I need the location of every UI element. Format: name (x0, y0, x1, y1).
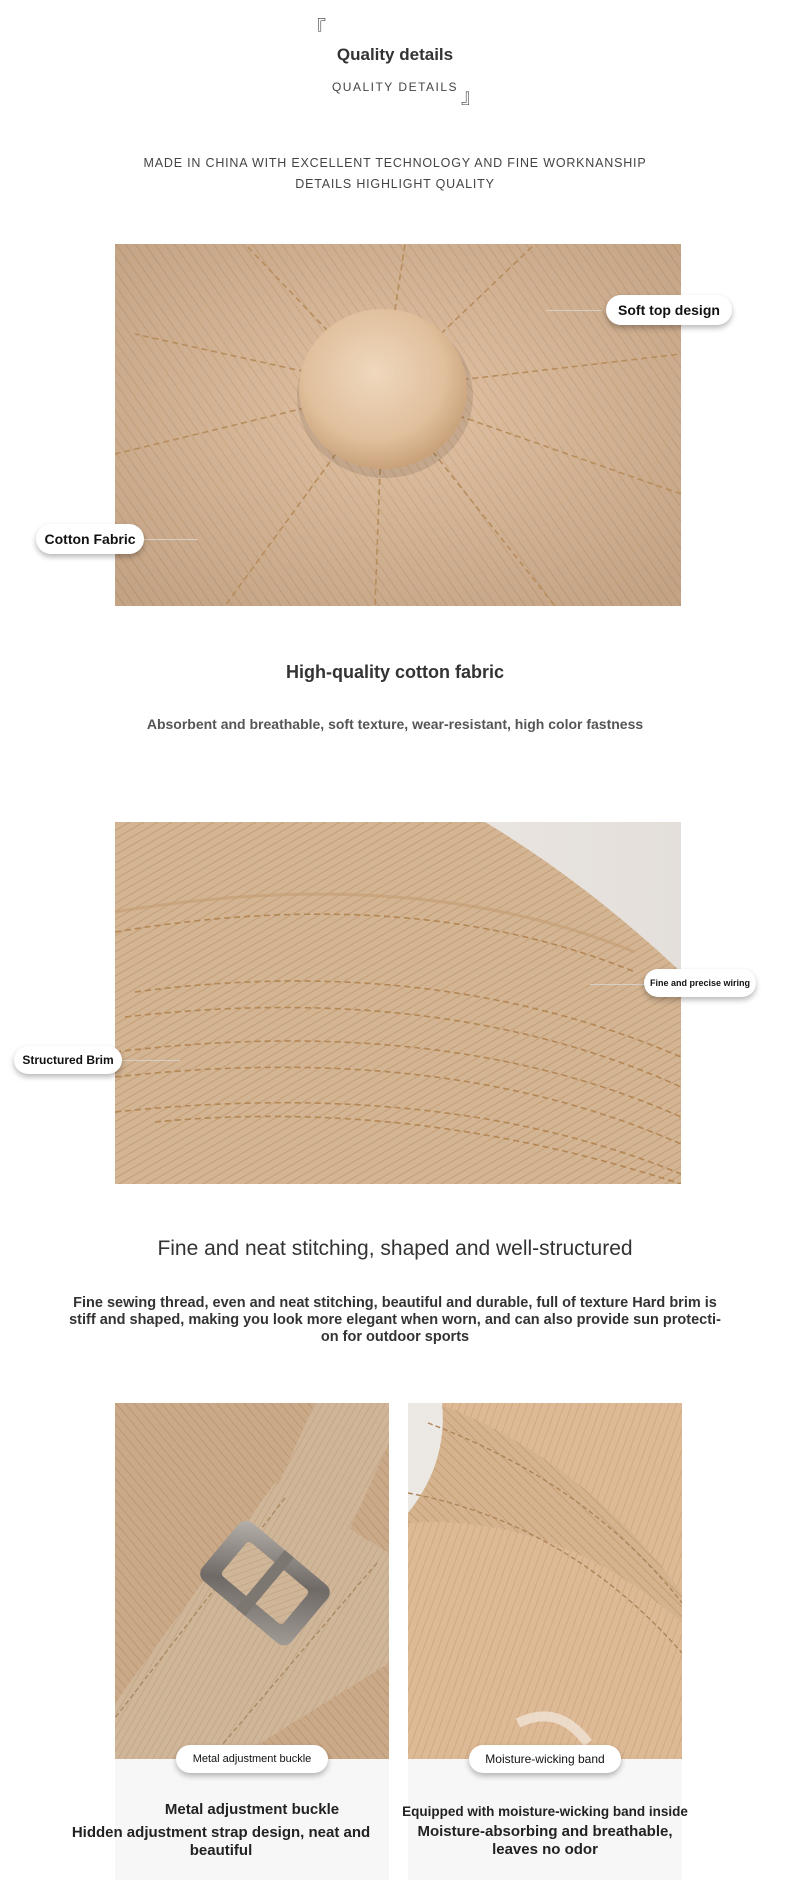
label-cotton-fabric: Cotton Fabric (36, 524, 144, 554)
leader-fine-wiring (590, 984, 646, 985)
section2-heading: Fine and neat stitching, shaped and well-structured (157, 1237, 633, 1260)
cap-crown-photo (115, 244, 681, 606)
leader-soft-top (546, 310, 602, 311)
label-soft-top-design: Soft top design (606, 295, 732, 325)
badge-metal-buckle: Metal adjustment buckle (176, 1745, 328, 1773)
moisture-title: Equipped with moisture-wicking band inside (402, 1804, 688, 1819)
tagline-line-1: MADE IN CHINA WITH EXCELLENT TECHNOLOGY AND FINE WORKNANSHIP (143, 156, 647, 170)
tagline (0, 153, 790, 195)
section2-description-line-1: Fine sewing thread, even and neat stitching, beautiful and durable, full of texture Hard brim is (73, 1295, 717, 1311)
buckle-text: Hidden adjustment strap design, neat and beautiful (71, 1824, 371, 1859)
page-title: Quality details (336, 45, 454, 64)
bracket-open: 『 (306, 16, 326, 40)
section2-description-line-2: stiff and shaped, making you look more elegant when worn, and can also provide sun protecti- (69, 1312, 721, 1328)
bracket-close: 』 (461, 84, 481, 108)
moisture-text-line-1: Moisture-absorbing and breathable, (417, 1823, 673, 1840)
cap-brim-photo (115, 822, 681, 1184)
leader-cotton-fabric (140, 539, 198, 540)
moisture-text-line-2: leaves no odor (492, 1841, 598, 1858)
label-fine-precise-wiring: Fine and precise wiring (644, 969, 756, 997)
badge-moisture-band: Moisture-wicking band (469, 1745, 621, 1773)
section1-heading: High-quality cotton fabric (286, 662, 504, 682)
tagline-line-2: DETAILS HIGHLIGHT QUALITY (295, 177, 495, 191)
section1-description: Absorbent and breathable, soft texture, wear-resistant, high color fastness (146, 716, 644, 732)
buckle-title: Metal adjustment buckle (164, 1801, 340, 1818)
label-structured-brim: Structured Brim (14, 1046, 122, 1074)
section2-description (0, 1295, 790, 1346)
sweatband-photo (408, 1403, 682, 1759)
caption-box-left (115, 1759, 389, 1880)
buckle-photo (115, 1403, 389, 1759)
section2-description-line-3: on for outdoor sports (320, 1329, 470, 1345)
leader-structured-brim (118, 1060, 180, 1061)
moisture-text (408, 1823, 682, 1859)
caption-box-right (408, 1759, 682, 1880)
page-subtitle: QUALITY DETAILS (331, 80, 459, 94)
